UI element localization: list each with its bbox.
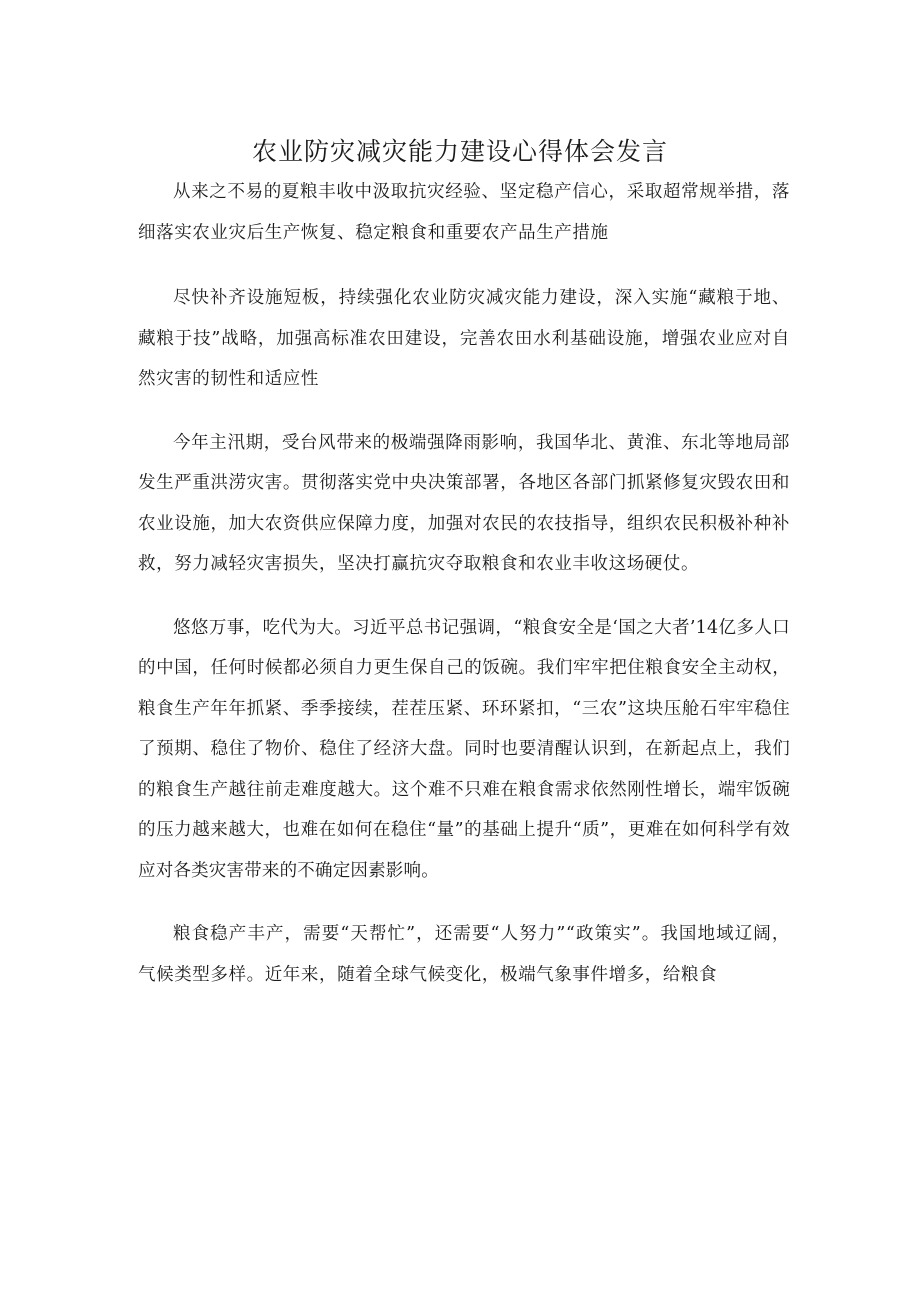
- paragraph-3: 今年主汛期，受台风带来的极端强降雨影响，我国华北、黄淮、东北等地局部发生严重洪涝灾害。贯彻落实党中央决策部署，各地区各部门抓紧修复灾毁农田和农业设施，加大农资供应保障力度，加强对农民的农技指导，组织农民积极补种补救，努力减轻灾害损失，坚决打赢抗灾夺取粮食和农业丰收这场硬仗。: [138, 432, 790, 574]
- paragraph-2: 尽快补齐设施短板，持续强化农业防灾减灾能力建设，深入实施“藏粮于地、藏粮于技”战略，加强高标准农田建设，完善农田水利基础设施，增强农业应对自然灾害的韧性和适应性: [138, 288, 790, 389]
- paragraph-4: 悠悠万事，吃代为大。习近平总书记强调，“粮食安全是‘国之大者’14亿多人口的中国，任何时候都必须自力更生保自己的饭碗。我们牢牢把住粮食安全主动权，粮食生产年年抓紧、季季接续，茬茬压紧、环环紧扣，“三农”这块压舱石牢牢稳住了预期、稳住了物价、稳住了经济大盘。同时也要清醒认识到，在新起点上，我们的粮食生产越往前走难度越大。这个难不只难在粮食需求依然刚性增长，端牢饭碗的压力越来越大，也难在如何在稳住“量”的基础上提升“质”，更难在如何科学有效应对各类灾害带来的不确定因素影响。: [138, 617, 790, 881]
- paragraph-5: 粮食稳产丰产，需要“天帮忙”，还需要“人努力”“政策实”。我国地域辽阔，气候类型多样。近年来，随着全球气候变化，极端气象事件增多，给粮食: [138, 924, 790, 985]
- paragraph-1: 从来之不易的夏粮丰收中汲取抗灾经验、坚定稳产信心，采取超常规举措，落细落实农业灾后生产恢复、稳定粮食和重要农产品生产措施: [138, 182, 790, 243]
- document-title: 农业防灾减灾能力建设心得体会发言: [251, 137, 668, 166]
- document-body: [138, 172, 790, 1018]
